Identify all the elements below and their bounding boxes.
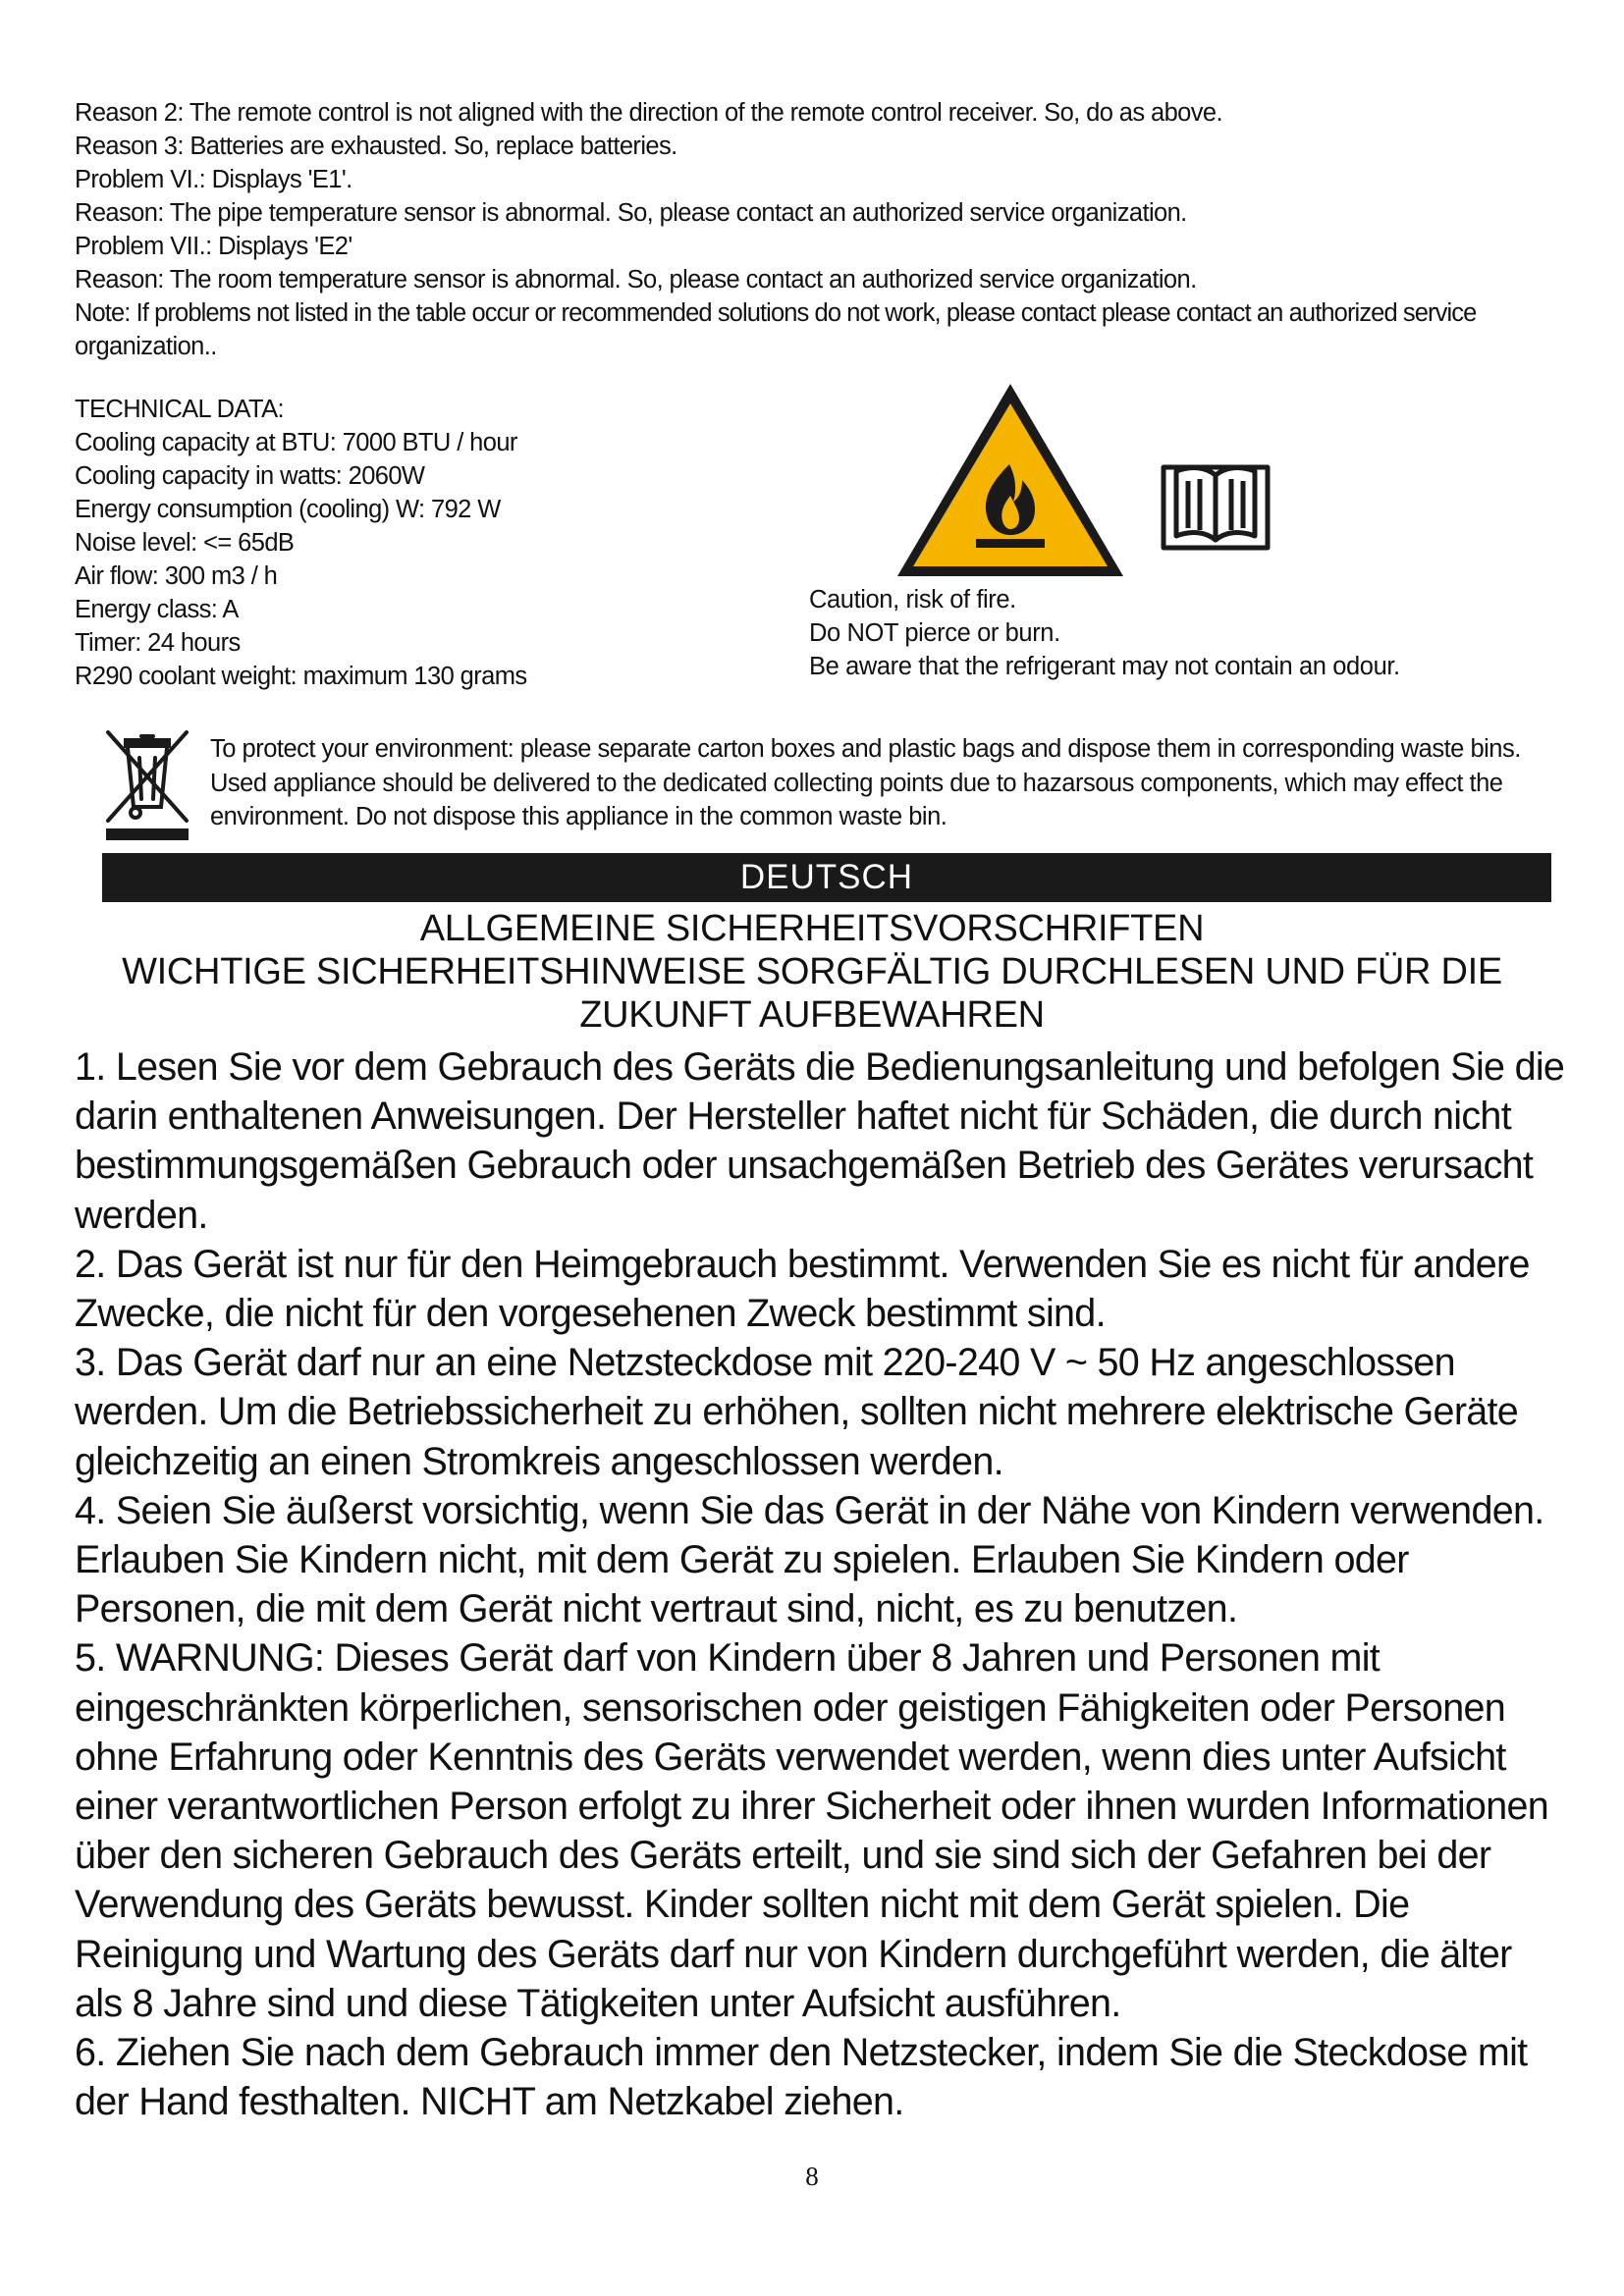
trouble-line: Problem VI.: Displays 'E1'. [75, 166, 352, 193]
page-number: 8 [805, 2162, 819, 2191]
trouble-line: Problem VII.: Displays 'E2' [75, 233, 352, 260]
section-heading: ALLGEMEINE SICHERHEITSVORSCHRIFTEN [419, 908, 1205, 949]
flammable-warning-icon [892, 378, 1129, 582]
technical-data-item: R290 coolant weight: maximum 130 grams [75, 663, 527, 690]
caution-line: Do NOT pierce or burn. [809, 619, 1060, 647]
technical-data-item: Cooling capacity at BTU: 7000 BTU / hour [75, 429, 517, 456]
trouble-line: Reason: The pipe temperature sensor is abnormal. So, please contact an authorized service organization. [75, 199, 1187, 227]
technical-data-item: Energy class: A [75, 596, 239, 623]
instruction-item: 3. Das Gerät darf nur an eine Netzsteckdose mit 220-240 V ~ 50 Hz angeschlossen werden. Um die Betriebssicherheit zu erhöhen, sollten nicht mehrere elektrische Geräte gleichzeitig an einen Stromkreis angeschlossen werden. [75, 1341, 1519, 1483]
technical-data-item: Energy consumption (cooling) W: 792 W [75, 496, 501, 523]
technical-data-item: Air flow: 300 m3 / h [75, 562, 278, 590]
instruction-item: 6. Ziehen Sie nach dem Gebrauch immer den Netzstecker, indem Sie die Steckdose mit der Hand festhalten. NICHT am Netzkabel ziehen. [75, 2031, 1528, 2124]
instruction-item: 5. WARNUNG: Dieses Gerät darf von Kindern über 8 Jahren und Personen mit eingeschränkten körperlichen, sensorischen oder geistigen Fähigkeiten oder Personen ohne Erfahrung oder Kenntnis des Geräts verwendet werden, wenn dies unter Aufsicht einer verantwortlichen Person erfolgt zu ihrer Sicherheit oder ihnen wurden Informationen über den sicheren Gebrauch des Geräts erteilt, und sie sind sich der Gefahren bei der Verwendung des Geräts bewusst. Kinder sollten nicht mit dem Gerät spielen. Die Reinigung und Wartung des Geräts darf nur von Kindern durchgeführt werden, die älter als 8 Jahre sind und diese Tätigkeiten unter Aufsicht ausführen. [75, 1636, 1548, 2025]
trouble-line: Reason: The room temperature sensor is abnormal. So, please contact an authorized service organization. [75, 266, 1197, 294]
section-subheading: WICHTIGE SICHERHEITSHINWEISE SORGFÄLTIG DURCHLESEN UND FÜR DIE [122, 951, 1502, 992]
trouble-line: Reason 3: Batteries are exhausted. So, replace batteries. [75, 133, 677, 160]
technical-data-item: Timer: 24 hours [75, 629, 241, 657]
instruction-item: 4. Seien Sie äußerst vorsichtig, wenn Sie das Gerät in der Nähe von Kindern verwenden. Erlauben Sie Kindern nicht, mit dem Gerät zu spielen. Erlauben Sie Kindern oder Personen, die mit dem Gerät nicht vertraut sind, nicht, es zu benutzen. [75, 1488, 1544, 1631]
trouble-line: Note: If problems not listed in the table occur or recommended solutions do not work, please contact please contact an authorized service [75, 299, 1477, 327]
language-band: DEUTSCH [102, 853, 1551, 902]
manual-book-icon [1161, 457, 1271, 552]
caution-text [809, 583, 1400, 683]
instruction-item: 2. Das Gerät ist nur für den Heimgebrauch bestimmt. Verwenden Sie es nicht für andere Zwecke, die nicht für den vorgesehenen Zweck bestimmt sind. [75, 1242, 1530, 1336]
instructions-list [75, 1042, 1567, 2126]
technical-data [75, 393, 527, 693]
caution-line: Be aware that the refrigerant may not contain an odour. [809, 653, 1400, 680]
caution-line: Caution, risk of fire. [809, 586, 1016, 614]
weee-bin-icon [102, 726, 192, 842]
trouble-line: Reason 2: The remote control is not aligned with the direction of the remote control receiver. So, do as above. [75, 99, 1222, 127]
section-subheading: ZUKUNFT AUFBEWAHREN [579, 994, 1045, 1036]
instruction-item: 1. Lesen Sie vor dem Gebrauch des Geräts die Bedienungsanleitung und befolgen Sie die darin enthaltenen Anweisungen. Der Hersteller haftet nicht für Schäden, die durch nicht bestimmungsgemäßen Gebrauch oder unsachgemäßen Betrieb des Gerätes verursacht werden. [75, 1045, 1565, 1237]
trouble-line: organization.. [75, 333, 217, 360]
technical-data-item: Cooling capacity in watts: 2060W [75, 462, 425, 490]
environment-notice: To protect your environment: please separate carton boxes and plastic bags and dispose them in corresponding waste bins. Used appliance should be delivered to the dedicated collecting points due to hazarsous components, which may effect the environment. Do not dispose this appliance in the common waste bin. [210, 735, 1521, 830]
technical-data-item: Noise level: <= 65dB [75, 529, 295, 557]
technical-data-heading: TECHNICAL DATA: [75, 396, 284, 423]
